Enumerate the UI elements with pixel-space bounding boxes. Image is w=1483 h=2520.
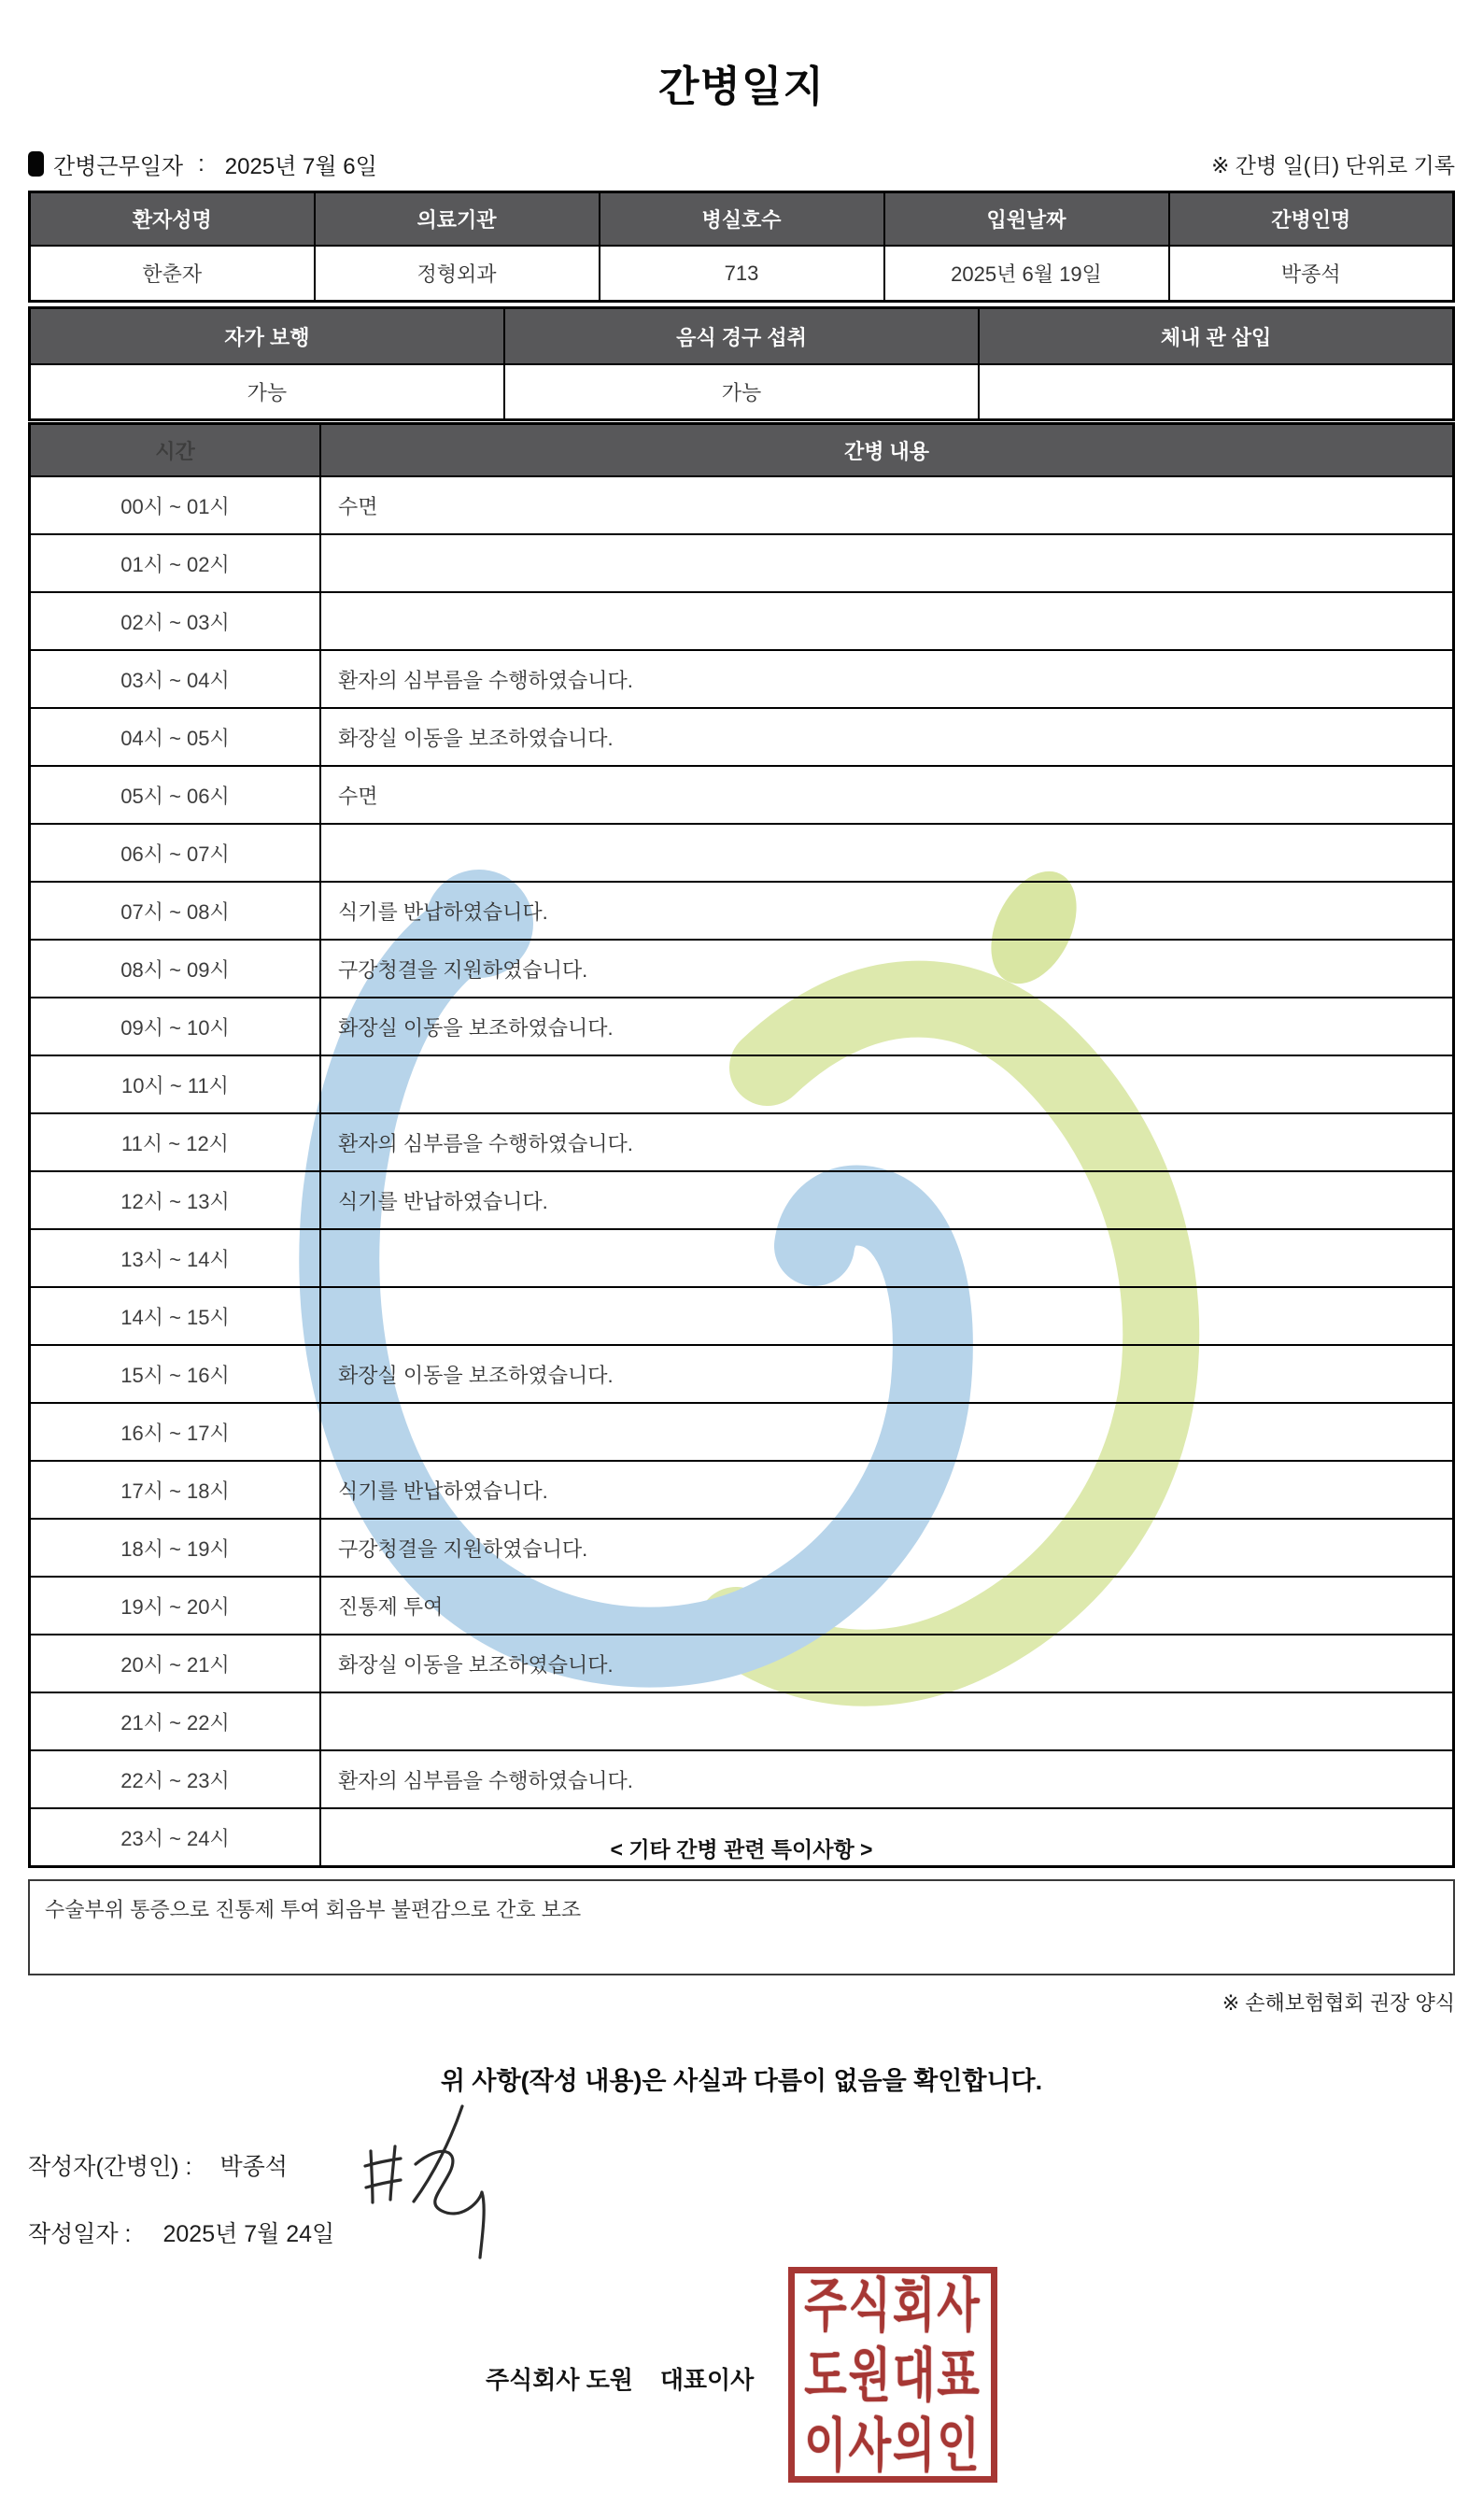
time-row-1 bbox=[30, 534, 1454, 592]
status-value-2 bbox=[979, 364, 1453, 420]
care-content-12: 식기를 반납하였습니다. bbox=[320, 1171, 1454, 1229]
time-row-2 bbox=[30, 592, 1454, 650]
extra-notes-text: 수술부위 통증으로 진통제 투여 회음부 불편감으로 간호 보조 bbox=[45, 1898, 582, 1921]
status-header-row bbox=[30, 308, 1454, 365]
status-value-1: 가능 bbox=[504, 364, 979, 420]
time-row-16 bbox=[30, 1403, 1454, 1461]
writer-line bbox=[28, 2148, 288, 2182]
care-content-7: 식기를 반납하였습니다. bbox=[320, 882, 1454, 940]
form-recommendation-note: ※ 손해보험협회 권장 양식 bbox=[1222, 1991, 1455, 2015]
care-content-5: 수면 bbox=[320, 766, 1454, 824]
time-range-18: 18시 ~ 19시 bbox=[30, 1519, 321, 1577]
confirmation-statement: 위 사항(작성 내용)은 사실과 다름이 없음을 확인합니다. bbox=[440, 2067, 1043, 2095]
company-ceo-line: 주식회사 도원 대표이사 bbox=[486, 2366, 755, 2394]
care-content-3: 환자의 심부름을 수행하였습니다. bbox=[320, 650, 1454, 708]
stamp-line-2: 이사의인 bbox=[804, 2412, 982, 2478]
time-range-13: 13시 ~ 14시 bbox=[30, 1229, 321, 1287]
care-content-2 bbox=[320, 592, 1454, 650]
time-range-3: 03시 ~ 04시 bbox=[30, 650, 321, 708]
patient-value-row bbox=[30, 246, 1454, 302]
time-range-23: 23시 ~ 24시 bbox=[30, 1808, 321, 1867]
time-header-row bbox=[30, 424, 1454, 477]
bullet-square-icon bbox=[28, 151, 44, 177]
time-range-4: 04시 ~ 05시 bbox=[30, 708, 321, 766]
care-content-6 bbox=[320, 824, 1454, 882]
time-row-19 bbox=[30, 1577, 1454, 1635]
time-row-14 bbox=[30, 1287, 1454, 1345]
time-row-4 bbox=[30, 708, 1454, 766]
time-row-5 bbox=[30, 766, 1454, 824]
time-row-8 bbox=[30, 940, 1454, 998]
time-range-7: 07시 ~ 08시 bbox=[30, 882, 321, 940]
content-column-header: 간병 내용 bbox=[320, 424, 1454, 477]
time-row-18 bbox=[30, 1519, 1454, 1577]
care-content-18: 구강청결을 지원하였습니다. bbox=[320, 1519, 1454, 1577]
hourly-care-table bbox=[28, 422, 1455, 1868]
page-title: 간병일지 bbox=[658, 63, 825, 110]
time-range-1: 01시 ~ 02시 bbox=[30, 534, 321, 592]
corporate-seal-stamp bbox=[788, 2267, 997, 2483]
patient-value-3: 2025년 6월 19일 bbox=[884, 246, 1169, 302]
status-header-0: 자가 보행 bbox=[30, 308, 504, 365]
care-content-19: 진통제 투여 bbox=[320, 1577, 1454, 1635]
time-range-21: 21시 ~ 22시 bbox=[30, 1692, 321, 1750]
care-content-13 bbox=[320, 1229, 1454, 1287]
care-content-11: 환자의 심부름을 수행하였습니다. bbox=[320, 1113, 1454, 1171]
written-date-line bbox=[28, 2216, 334, 2249]
time-range-12: 12시 ~ 13시 bbox=[30, 1171, 321, 1229]
stamp-line-0: 주식회사 bbox=[804, 2272, 982, 2338]
status-value-0: 가능 bbox=[30, 364, 504, 420]
work-date-value: 2025년 7월 6일 bbox=[224, 154, 377, 179]
time-range-15: 15시 ~ 16시 bbox=[30, 1345, 321, 1403]
writer-label: 작성자(간병인) : bbox=[28, 2154, 192, 2180]
care-content-1 bbox=[320, 534, 1454, 592]
work-date-colon: : bbox=[198, 150, 205, 177]
patient-header-row bbox=[30, 192, 1454, 247]
status-table bbox=[28, 306, 1455, 421]
patient-header-4: 간병인명 bbox=[1169, 192, 1454, 247]
extra-notes-box bbox=[28, 1879, 1455, 1975]
time-range-20: 20시 ~ 21시 bbox=[30, 1635, 321, 1692]
care-content-16 bbox=[320, 1403, 1454, 1461]
writer-name: 박종석 bbox=[219, 2154, 288, 2180]
time-row-12 bbox=[30, 1171, 1454, 1229]
time-row-3 bbox=[30, 650, 1454, 708]
time-range-0: 00시 ~ 01시 bbox=[30, 476, 321, 534]
time-range-14: 14시 ~ 15시 bbox=[30, 1287, 321, 1345]
patient-header-0: 환자성명 bbox=[30, 192, 315, 247]
care-content-4: 화장실 이동을 보조하였습니다. bbox=[320, 708, 1454, 766]
care-content-10 bbox=[320, 1055, 1454, 1113]
time-row-6 bbox=[30, 824, 1454, 882]
stamp-line-1: 도원대표 bbox=[804, 2342, 982, 2408]
time-range-2: 02시 ~ 03시 bbox=[30, 592, 321, 650]
care-content-22: 환자의 심부름을 수행하였습니다. bbox=[320, 1750, 1454, 1808]
care-content-21 bbox=[320, 1692, 1454, 1750]
work-date-label: 간병근무일자 bbox=[53, 154, 184, 179]
status-header-2: 체내 관 삽입 bbox=[979, 308, 1453, 365]
time-range-10: 10시 ~ 11시 bbox=[30, 1055, 321, 1113]
time-range-5: 05시 ~ 06시 bbox=[30, 766, 321, 824]
time-range-9: 09시 ~ 10시 bbox=[30, 998, 321, 1055]
time-row-0 bbox=[30, 476, 1454, 534]
care-content-17: 식기를 반납하였습니다. bbox=[320, 1461, 1454, 1519]
time-row-20 bbox=[30, 1635, 1454, 1692]
time-range-19: 19시 ~ 20시 bbox=[30, 1577, 321, 1635]
care-content-14 bbox=[320, 1287, 1454, 1345]
patient-info-table bbox=[28, 191, 1455, 303]
signature-scribble bbox=[358, 2097, 512, 2265]
time-range-11: 11시 ~ 12시 bbox=[30, 1113, 321, 1171]
time-range-17: 17시 ~ 18시 bbox=[30, 1461, 321, 1519]
time-row-15 bbox=[30, 1345, 1454, 1403]
time-row-13 bbox=[30, 1229, 1454, 1287]
patient-value-0: 한춘자 bbox=[30, 246, 315, 302]
time-range-22: 22시 ~ 23시 bbox=[30, 1750, 321, 1808]
status-value-row bbox=[30, 364, 1454, 420]
care-content-8: 구강청결을 지원하였습니다. bbox=[320, 940, 1454, 998]
time-row-17 bbox=[30, 1461, 1454, 1519]
work-date-group bbox=[28, 148, 377, 180]
care-content-0: 수면 bbox=[320, 476, 1454, 534]
time-range-16: 16시 ~ 17시 bbox=[30, 1403, 321, 1461]
patient-value-2: 713 bbox=[600, 246, 884, 302]
info-line bbox=[28, 148, 1455, 180]
time-row-7 bbox=[30, 882, 1454, 940]
time-column-header: 시간 bbox=[30, 424, 321, 477]
patient-value-1: 정형외과 bbox=[315, 246, 600, 302]
time-range-6: 06시 ~ 07시 bbox=[30, 824, 321, 882]
time-row-9 bbox=[30, 998, 1454, 1055]
time-row-10 bbox=[30, 1055, 1454, 1113]
time-row-21 bbox=[30, 1692, 1454, 1750]
patient-header-1: 의료기관 bbox=[315, 192, 600, 247]
patient-header-2: 병실호수 bbox=[600, 192, 884, 247]
care-content-15: 화장실 이동을 보조하였습니다. bbox=[320, 1345, 1454, 1403]
care-content-9: 화장실 이동을 보조하였습니다. bbox=[320, 998, 1454, 1055]
care-content-20: 화장실 이동을 보조하였습니다. bbox=[320, 1635, 1454, 1692]
patient-header-3: 입원날짜 bbox=[884, 192, 1169, 247]
status-header-1: 음식 경구 섭취 bbox=[504, 308, 979, 365]
unit-note: ※ 간병 일(日) 단위로 기록 bbox=[1211, 153, 1455, 177]
time-row-11 bbox=[30, 1113, 1454, 1171]
written-date-label: 작성일자 : bbox=[28, 2221, 132, 2247]
written-date-value: 2025년 7월 24일 bbox=[162, 2221, 335, 2247]
patient-value-4: 박종석 bbox=[1169, 246, 1454, 302]
time-range-8: 08시 ~ 09시 bbox=[30, 940, 321, 998]
time-row-22 bbox=[30, 1750, 1454, 1808]
extra-notes-title: < 기타 간병 관련 특이사항 > bbox=[610, 1837, 873, 1862]
